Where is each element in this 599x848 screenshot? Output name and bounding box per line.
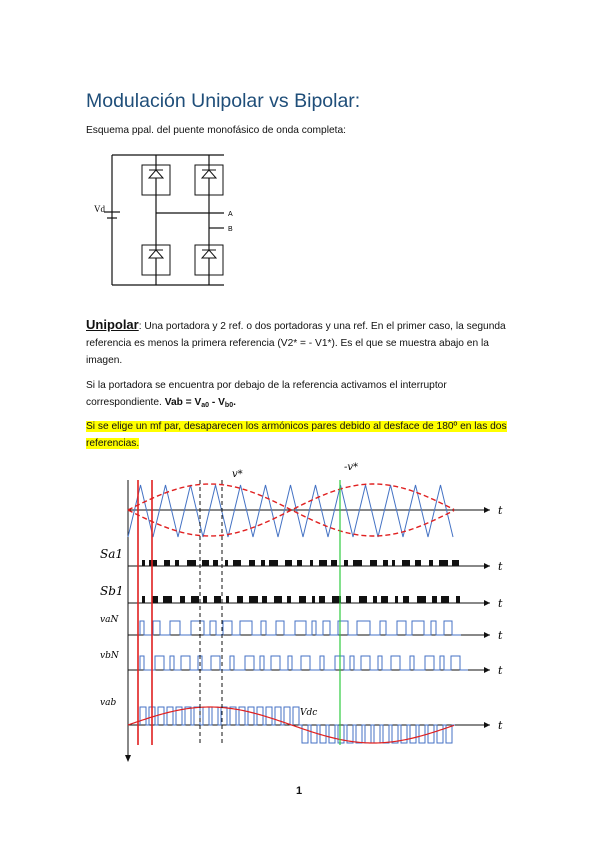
sb1-pulse	[287, 596, 291, 603]
sb1-pulse	[299, 596, 306, 603]
unipolar-term: Unipolar	[86, 317, 139, 332]
sb1-pulse	[312, 596, 315, 603]
sb1-pulse	[373, 596, 377, 603]
sb1-pulse	[274, 596, 282, 603]
sa1-pulse	[383, 560, 388, 566]
arrow-icon	[484, 563, 490, 569]
row-label: vaN	[100, 615, 119, 625]
sa1-pulse	[415, 560, 421, 566]
vab-formula: Vab = $V_{a0} - V_{b0}$.	[164, 397, 236, 409]
sa1-pulse	[297, 560, 302, 566]
page-number: 1	[296, 785, 303, 797]
sb1-pulse	[249, 596, 258, 603]
arrow-icon	[484, 667, 490, 673]
source-label: Vd	[94, 204, 105, 214]
sa1-pulse	[233, 560, 241, 566]
row-label: Sb1	[100, 584, 124, 598]
sb1-pulse	[237, 596, 243, 603]
sb1-pulse	[142, 596, 145, 603]
sa1-pulse	[202, 560, 209, 566]
sa1-pulse	[429, 560, 433, 566]
sa1-pulse	[285, 560, 292, 566]
sb1-pulse	[226, 596, 229, 603]
sa1-pulse	[149, 560, 157, 566]
sa1-pulse	[439, 560, 448, 566]
sa1-pulse	[452, 560, 459, 566]
node-b-label: B	[228, 226, 233, 233]
node-a-label: A	[228, 211, 233, 218]
vdc-label: Vdc	[300, 708, 318, 718]
t-axis-label: t	[498, 504, 503, 517]
sb1-pulse	[456, 596, 460, 603]
sa1-pulse	[344, 560, 348, 566]
sa1-pulse	[370, 560, 377, 566]
unipolar-text: : Una portadora y 2 ref. o dos portadoras y una ref. En el primer caso, la segunda referencia es menos la primera referencia (V2* = - V1*). Es el que se muestra abajo en la imagen.	[86, 321, 506, 366]
activation-text: Si la portadora se encuentra por debajo de la referencia activamos el interruptor correspondiente.	[86, 380, 447, 408]
ref-pos-label: v*	[232, 469, 243, 480]
sa1-pulse	[187, 560, 196, 566]
sa1-pulse	[225, 560, 228, 566]
arrow-icon	[484, 507, 490, 513]
sb1-pulse	[432, 596, 437, 603]
arrow-icon	[484, 632, 490, 638]
sa1-pulse	[353, 560, 362, 566]
sb1-pulse	[163, 596, 172, 603]
arrow-icon	[484, 600, 490, 606]
highlighted-text: Si se elige un mf par, desaparecen los armónicos pares debido al desface de 180º en las dos referencias.	[86, 421, 507, 449]
arrow-icon	[484, 722, 490, 728]
sb1-pulse	[191, 596, 199, 603]
sb1-pulse	[262, 596, 267, 603]
row-label: vbN	[100, 651, 119, 661]
sa1-pulse	[249, 560, 255, 566]
sa1-pulse	[213, 560, 218, 566]
page-title: Modulación Unipolar vs Bipolar:	[86, 90, 361, 112]
sa1-pulse	[261, 560, 265, 566]
sa1-pulse	[319, 560, 327, 566]
sb1-pulse	[152, 596, 158, 603]
sa1-pulse	[392, 560, 395, 566]
t-axis-label: t	[498, 597, 503, 610]
sb1-pulse	[441, 596, 449, 603]
row-label: vab	[100, 698, 117, 708]
sb1-pulse	[359, 596, 367, 603]
t-axis-label: t	[498, 719, 503, 732]
sa1-pulse	[310, 560, 313, 566]
vaN-pulses	[140, 621, 461, 635]
sa1-pulse	[175, 560, 179, 566]
sa1-pulse	[269, 560, 278, 566]
ref-neg-label: -v*	[344, 462, 359, 473]
sb1-pulse	[381, 596, 388, 603]
vbN-pulses	[140, 656, 468, 670]
sa1-pulse	[142, 560, 145, 566]
arrow-icon	[125, 755, 131, 762]
sa1-pulse	[402, 560, 410, 566]
sb1-pulse	[403, 596, 409, 603]
intro-text: Esquema ppal. del puente monofásico de onda completa:	[86, 125, 346, 136]
sb1-pulse	[395, 596, 398, 603]
sb1-pulse	[319, 596, 325, 603]
sb1-pulse	[214, 596, 221, 603]
sb1-pulse	[417, 596, 426, 603]
t-axis-label: t	[498, 629, 503, 642]
t-axis-label: t	[498, 560, 503, 573]
sa1-pulse	[331, 560, 337, 566]
row-label: Sa1	[100, 547, 124, 561]
sb1-pulse	[180, 596, 185, 603]
sa1-pulse	[164, 560, 170, 566]
sb1-pulse	[203, 596, 207, 603]
sb1-pulse	[346, 596, 351, 603]
t-axis-label: t	[498, 664, 503, 677]
